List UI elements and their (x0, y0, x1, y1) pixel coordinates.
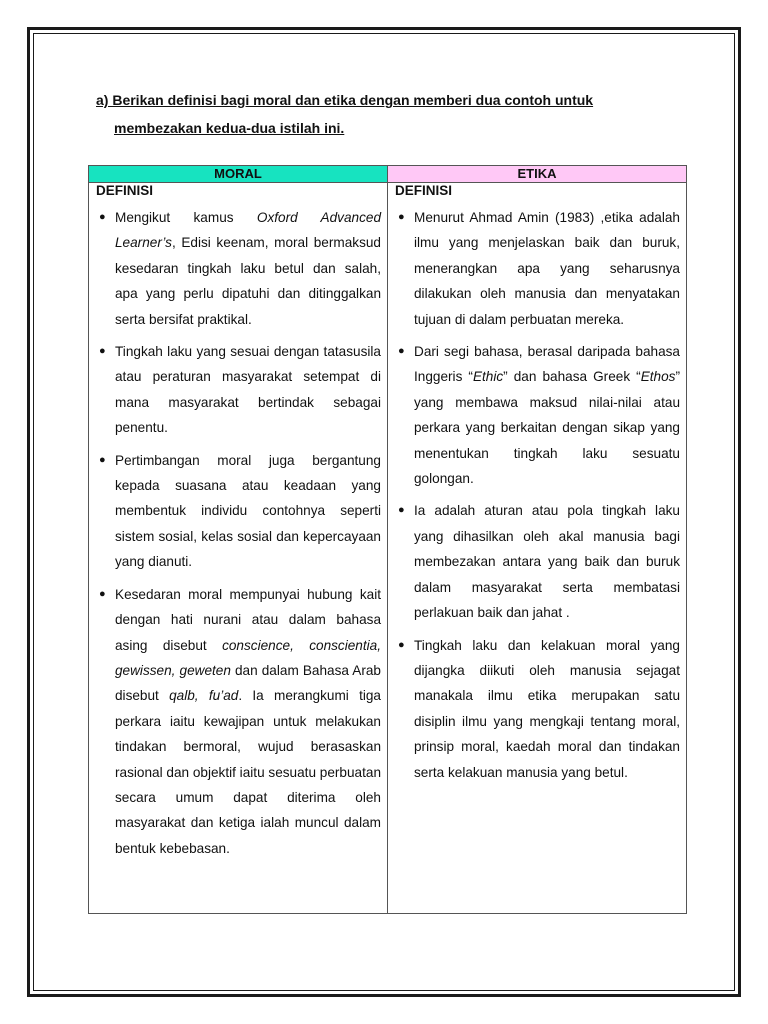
etika-points (395, 205, 680, 785)
moral-points (96, 205, 381, 861)
bullet-icon: ● (398, 638, 405, 651)
bullet-icon: ● (99, 211, 106, 223)
bullet-icon: ● (99, 453, 106, 466)
etika-point: ● Ia adalah aturan atau pola tingkah laku yang dihasilkan oleh akal manusia bagi membezakan antara yang baik dan buruk dalam masyarakat serta membatasi perlakuan baik dan jahat . (395, 498, 680, 625)
question-line-2: membezakan kedua-dua istilah ini. (114, 120, 345, 136)
bullet-icon: ● (99, 587, 106, 600)
bullet-icon: ● (398, 211, 405, 223)
question-prompt (96, 86, 666, 142)
question-line-1: a) Berikan definisi bagi moral dan etika dengan memberi dua contoh untuk (96, 92, 594, 108)
comparison-table (88, 165, 687, 914)
etika-definisi-heading: DEFINISI (395, 183, 453, 198)
bullet-icon: ● (398, 504, 405, 517)
bullet-icon: ● (398, 345, 405, 358)
moral-column (89, 183, 388, 914)
moral-header: MORAL (89, 166, 388, 183)
moral-definisi-heading: DEFINISI (96, 183, 154, 198)
etika-point: ● Tingkah laku dan kelakuan moral yang dijangka diikuti oleh manusia sejagat manakala ilmu etika merupakan satu disiplin ilmu yang mengkaji tentang moral, prinsip moral, kaedah moral dan tindakan serta kelakuan manusia yang betul. (395, 633, 680, 785)
etika-column (388, 183, 687, 914)
etika-point: ● Dari segi bahasa, berasal daripada bahasa Inggeris “Ethic” dan bahasa Greek “Ethos” yang membawa maksud nilai-nilai atau perkara yang berkaitan dengan sikap yang menentukan tingkah laku sesuatu golongan. (395, 339, 680, 491)
moral-point: ● Mengikut kamus Oxford Advanced Learner’s, Edisi keenam, moral bermaksud kesedaran tingkah laku betul dan salah, apa yang perlu dipatuhi dan ditinggalkan serta bersifat praktikal. (96, 205, 381, 332)
moral-point: ● Tingkah laku yang sesuai dengan tatasusila atau peraturan masyarakat setempat di mana masyarakat bertindak sebagai penentu. (96, 339, 381, 441)
bullet-icon: ● (99, 345, 106, 358)
etika-header: ETIKA (388, 166, 687, 183)
moral-point: ● Kesedaran moral mempunyai hubung kait dengan hati nurani atau dalam bahasa asing disebut conscience, conscientia, gewissen, geweten dan dalam Bahasa Arab disebut qalb, fu’ad. Ia merangkumi tiga perkara iaitu kewajipan untuk melakukan tindakan bermoral, wujud berasaskan rasional dan objektif iaitu sesuatu perbuatan secara umum dapat diterima oleh masyarakat dan ketiga ialah muncul dalam bentuk kebebasan. (96, 582, 381, 861)
etika-point: ● Menurut Ahmad Amin (1983) ,etika adalah ilmu yang menjelaskan baik dan buruk, menerangkan apa yang seharusnya dilakukan oleh manusia dan menyatakan tujuan di dalam perbuatan mereka. (395, 205, 680, 332)
moral-point: ● Pertimbangan moral juga bergantung kepada suasana atau keadaan yang membentuk individu contohnya seperti sistem sosial, kelas sosial dan kepercayaan yang dianuti. (96, 448, 381, 575)
